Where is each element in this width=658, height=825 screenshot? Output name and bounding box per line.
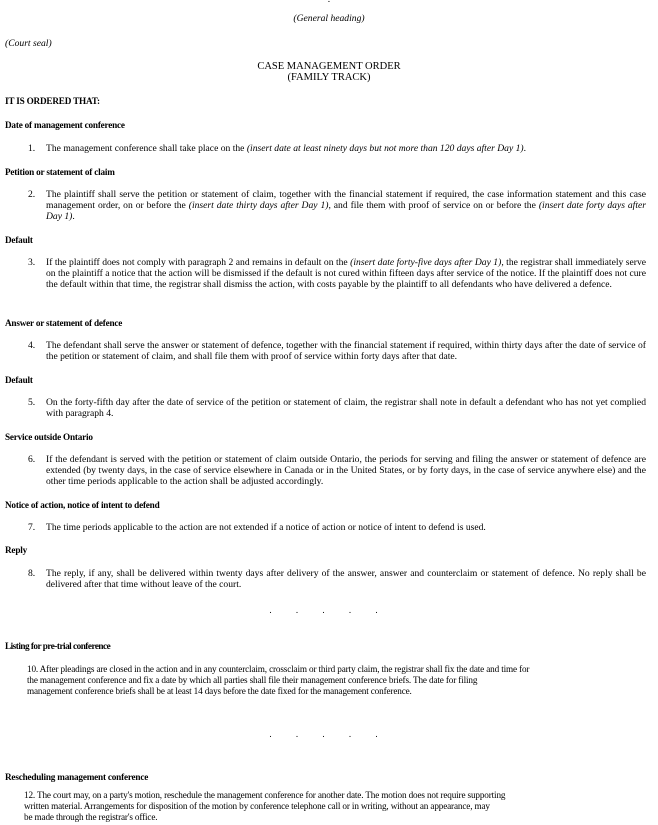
- ellipsis-separator: . . . . .: [269, 729, 389, 739]
- paragraph-line: the management conference and fix a date by which all parties shall file their management conference briefs. The date for filing: [27, 675, 478, 685]
- insert-placeholder: (insert date at least ninety days but not more than 120 days after Day 1): [246, 143, 524, 154]
- text-run: .: [523, 143, 527, 154]
- paragraph: [28, 568, 646, 590]
- top-mark: [0, 0, 658, 5]
- paragraph-number: 2.: [28, 189, 36, 200]
- paragraph-text: [46, 568, 646, 590]
- section-heading: Answer or statement of defence: [5, 318, 123, 328]
- section-heading: Date of management conference: [5, 120, 125, 130]
- paragraph-line: be made through the registrar's office.: [24, 812, 158, 822]
- paragraph: [28, 143, 646, 154]
- paragraph: [27, 664, 627, 697]
- paragraph-number: 7.: [28, 522, 36, 533]
- section-heading: Notice of action, notice of intent to defend: [5, 500, 160, 510]
- ordered-heading: IT IS ORDERED THAT:: [5, 96, 100, 106]
- paragraph: [28, 522, 646, 533]
- paragraph-text: [46, 340, 646, 362]
- court-seal: (Court seal): [5, 38, 52, 49]
- paragraph: [28, 340, 646, 362]
- section-heading: Default: [5, 235, 33, 245]
- section-heading: Petition or statement of claim: [5, 167, 115, 177]
- paragraph-text: [46, 522, 646, 533]
- text-run: The defendant shall serve the answer or statement of defence, together with the financial statement if required, within thirty days after the date of service of the petition or statement of claim, and shall file them with proof of service within forty days after that date.: [46, 340, 646, 362]
- insert-placeholder: (insert date forty-five days after Day 1): [350, 257, 502, 268]
- text-run: On the forty-fifth day after the date of service of the petition or statement of claim, the registrar shall note in default a defendant who has not yet complied with paragraph 4.: [46, 397, 646, 419]
- paragraph-text: [46, 257, 646, 290]
- text-run: .: [72, 211, 75, 222]
- paragraph: [24, 790, 624, 823]
- text-run: , and file them with proof of service on or before the: [328, 200, 539, 211]
- order-title: CASE MANAGEMENT ORDER: [257, 61, 401, 72]
- paragraph-text: [46, 143, 646, 154]
- insert-placeholder: (insert date forty days after Day 1): [46, 200, 646, 222]
- ellipsis-separator: . . . . .: [269, 605, 389, 615]
- paragraph-number: 3.: [28, 257, 36, 268]
- paragraph-number: 8.: [28, 568, 36, 579]
- paragraph: [28, 454, 646, 487]
- order-subtitle: (FAMILY TRACK): [287, 72, 371, 83]
- paragraph-number: 1.: [28, 143, 36, 154]
- text-run: , the registrar shall immediately serve on the plaintiff a notice that the action will be dismissed if the default is not cured within fifteen days after service of the notice. If the plaintiff does not cure the default within that time, the registrar shall dismiss the action, with costs payable by the plaintiff to all defendants who have delivered a defence.: [46, 257, 646, 290]
- paragraph: [28, 397, 646, 419]
- paragraph-text: [46, 454, 646, 487]
- text-run: The time periods applicable to the action are not extended if a notice of action or notice of intent to defend is used.: [46, 522, 486, 533]
- section-heading: Listing for pre-trial conference: [5, 641, 111, 651]
- paragraph-line: management conference briefs shall be at least 14 days before the date fixed for the management conference.: [27, 686, 412, 696]
- paragraph-number: 6.: [28, 454, 36, 465]
- section-heading: Service outside Ontario: [5, 432, 93, 442]
- section-heading: Rescheduling management conference: [5, 772, 149, 782]
- paragraph-number: 5.: [28, 397, 36, 408]
- text-run: If the defendant is served with the petition or statement of claim outside Ontario, the periods for serving and filing the answer or statement of defence are extended (by twenty days, in the case of service elsewhere in Canada or in the United States, or by forty days, in the case of service anywhere else) and the other time periods applicable to the action shall be adjusted accordingly.: [46, 454, 646, 487]
- paragraph-line: written material. Arrangements for disposition of the motion by conference telephone call or in writing, without an appearance, may: [24, 801, 490, 811]
- paragraph-text: [46, 189, 646, 222]
- text-run: The management conference shall take place on the: [46, 143, 247, 154]
- paragraph: [28, 189, 646, 222]
- paragraph-line: 10. After pleadings are closed in the action and in any counterclaim, crossclaim or third party claim, the registrar shall fix the date and time for: [27, 664, 530, 674]
- paragraph-text: [46, 397, 646, 419]
- text-run: The reply, if any, shall be delivered within twenty days after delivery of the answer, answer and counterclaim or statement of defence. No reply shall be delivered after that time without leave of the court.: [46, 568, 646, 590]
- paragraph-line: 12. The court may, on a party's motion, reschedule the management conference for another date. The motion does not require supporting: [24, 790, 506, 800]
- general-heading: (General heading): [293, 13, 365, 24]
- text-run: The plaintiff shall serve the petition or statement of claim, together with the financial statement if required, the case information statement and this case management order, on or before the: [46, 189, 646, 211]
- section-heading: Default: [5, 375, 33, 385]
- insert-placeholder: (insert date thirty days after Day 1): [188, 200, 329, 211]
- paragraph: [28, 257, 646, 290]
- paragraph-number: 4.: [28, 340, 36, 351]
- text-run: If the plaintiff does not comply with paragraph 2 and remains in default on the: [46, 257, 351, 268]
- section-heading: Reply: [5, 545, 27, 555]
